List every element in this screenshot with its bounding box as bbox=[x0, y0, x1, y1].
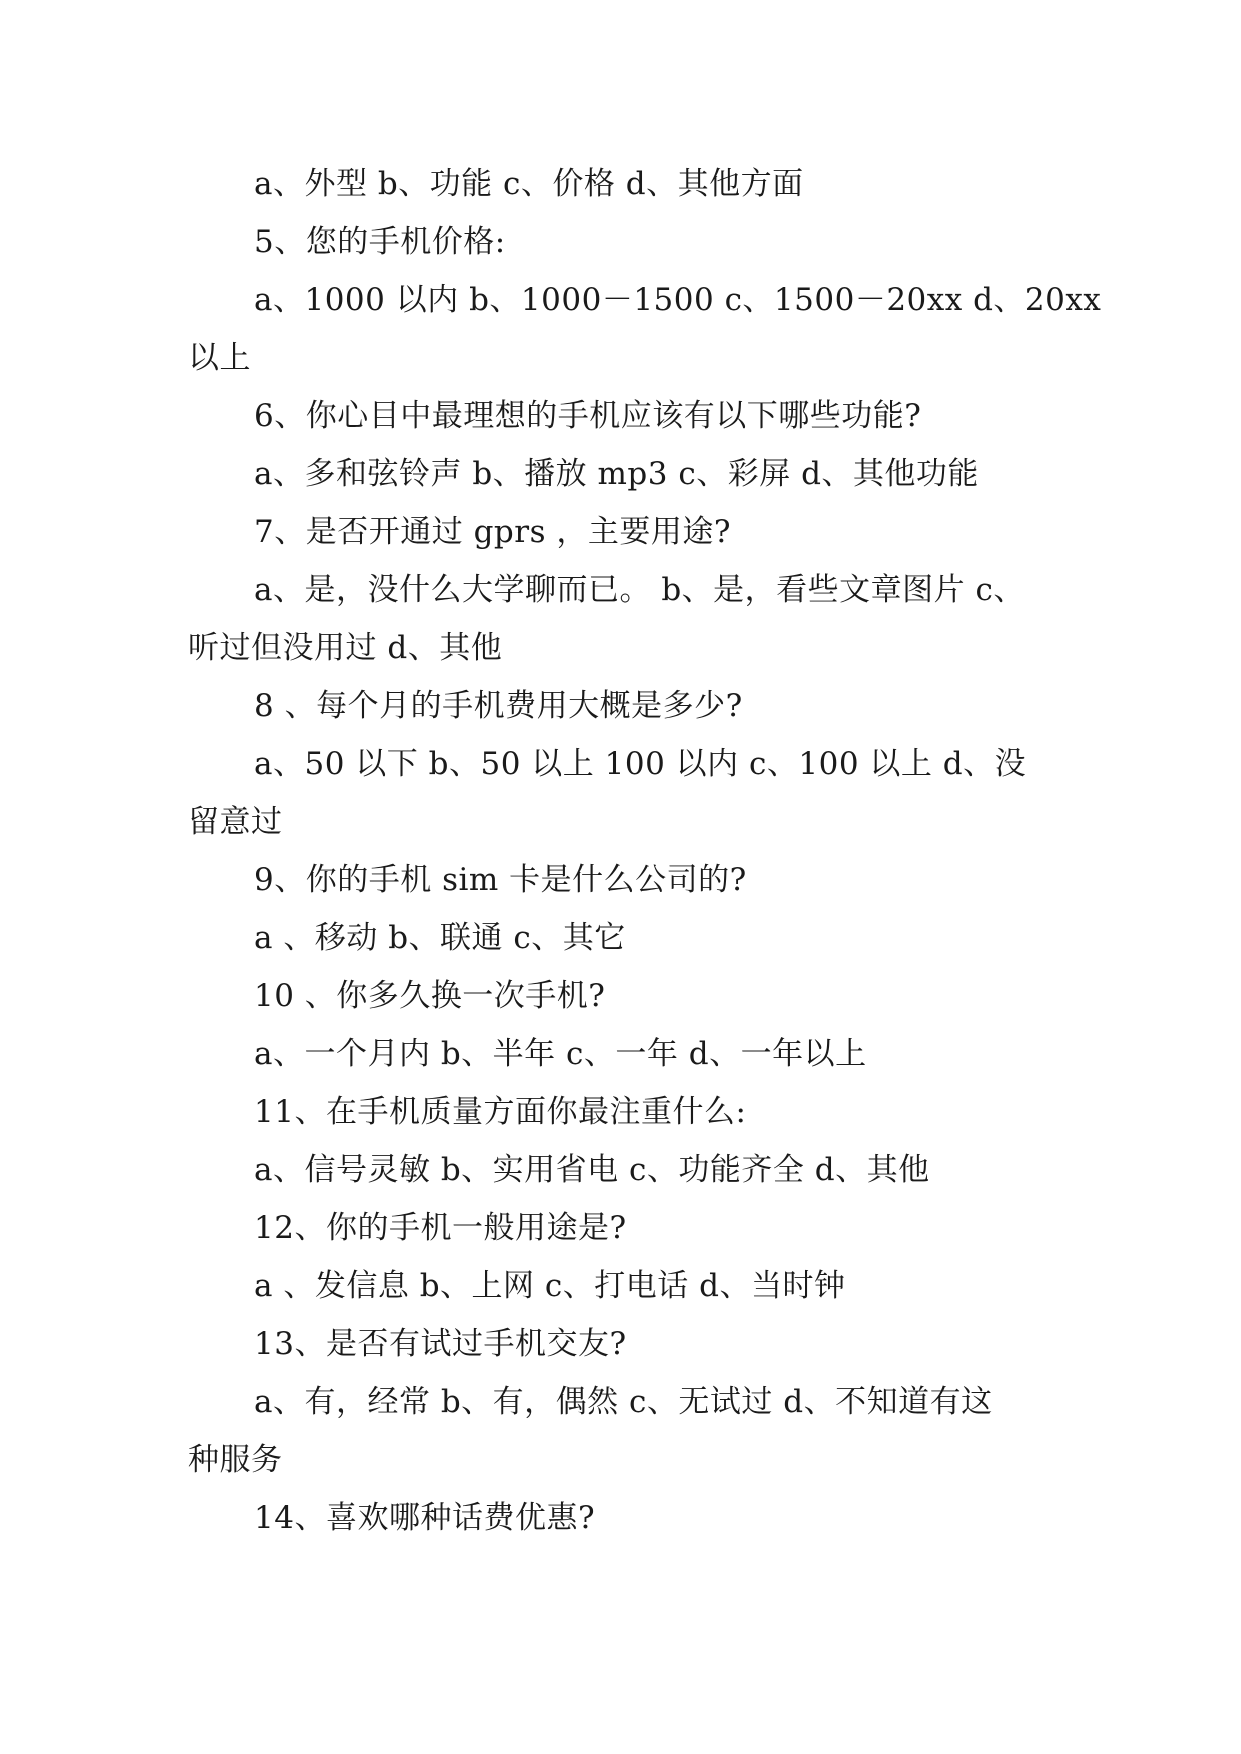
option-line-q11: a、信号灵敏 b、实用省电 c、功能齐全 d、其他 bbox=[254, 1152, 930, 1188]
question-7: 7、是否开通过 gprs ，主要用途? bbox=[254, 514, 731, 550]
question-14: 14、喜欢哪种话费优惠? bbox=[254, 1500, 596, 1536]
question-12: 12、你的手机一般用途是? bbox=[254, 1210, 627, 1246]
question-6: 6、你心目中最理想的手机应该有以下哪些功能? bbox=[254, 398, 922, 434]
question-9: 9、你的手机 sim 卡是什么公司的? bbox=[254, 862, 747, 898]
option-line-q10: a、一个月内 b、半年 c、一年 d、一年以上 bbox=[254, 1036, 867, 1072]
option-line-q13-continued: 种服务 bbox=[188, 1442, 283, 1478]
option-line-q5-continued: 以上 bbox=[188, 340, 251, 376]
question-10: 10 、你多久换一次手机? bbox=[254, 978, 606, 1014]
option-line-q6: a、多和弦铃声 b、播放 mp3 c、彩屏 d、其他功能 bbox=[254, 456, 979, 492]
option-line-q4: a、外型 b、功能 c、价格 d、其他方面 bbox=[254, 166, 804, 202]
question-13: 13、是否有试过手机交友? bbox=[254, 1326, 627, 1362]
option-line-q7-continued: 听过但没用过 d、其他 bbox=[188, 630, 503, 666]
option-line-q7: a、是，没什么大学聊而已。 b、是，看些文章图片 c、 bbox=[254, 572, 1025, 608]
option-line-q5: a、1000 以内 b、1000－1500 c、1500－20xx d、20xx bbox=[254, 282, 1102, 318]
option-line-q8: a、50 以下 b、50 以上 100 以内 c、100 以上 d、没 bbox=[254, 746, 1027, 782]
option-line-q8-continued: 留意过 bbox=[188, 804, 283, 840]
question-8: 8 、每个月的手机费用大概是多少? bbox=[254, 688, 743, 724]
question-11: 11、在手机质量方面你最注重什么: bbox=[254, 1094, 747, 1130]
question-5: 5、您的手机价格: bbox=[254, 224, 506, 260]
option-line-q13: a、有，经常 b、有，偶然 c、无试过 d、不知道有这 bbox=[254, 1384, 993, 1420]
option-line-q12: a 、发信息 b、上网 c、打电话 d、当时钟 bbox=[254, 1268, 846, 1304]
option-line-q9: a 、移动 b、联通 c、其它 bbox=[254, 920, 626, 956]
document-page bbox=[188, 160, 1102, 1552]
